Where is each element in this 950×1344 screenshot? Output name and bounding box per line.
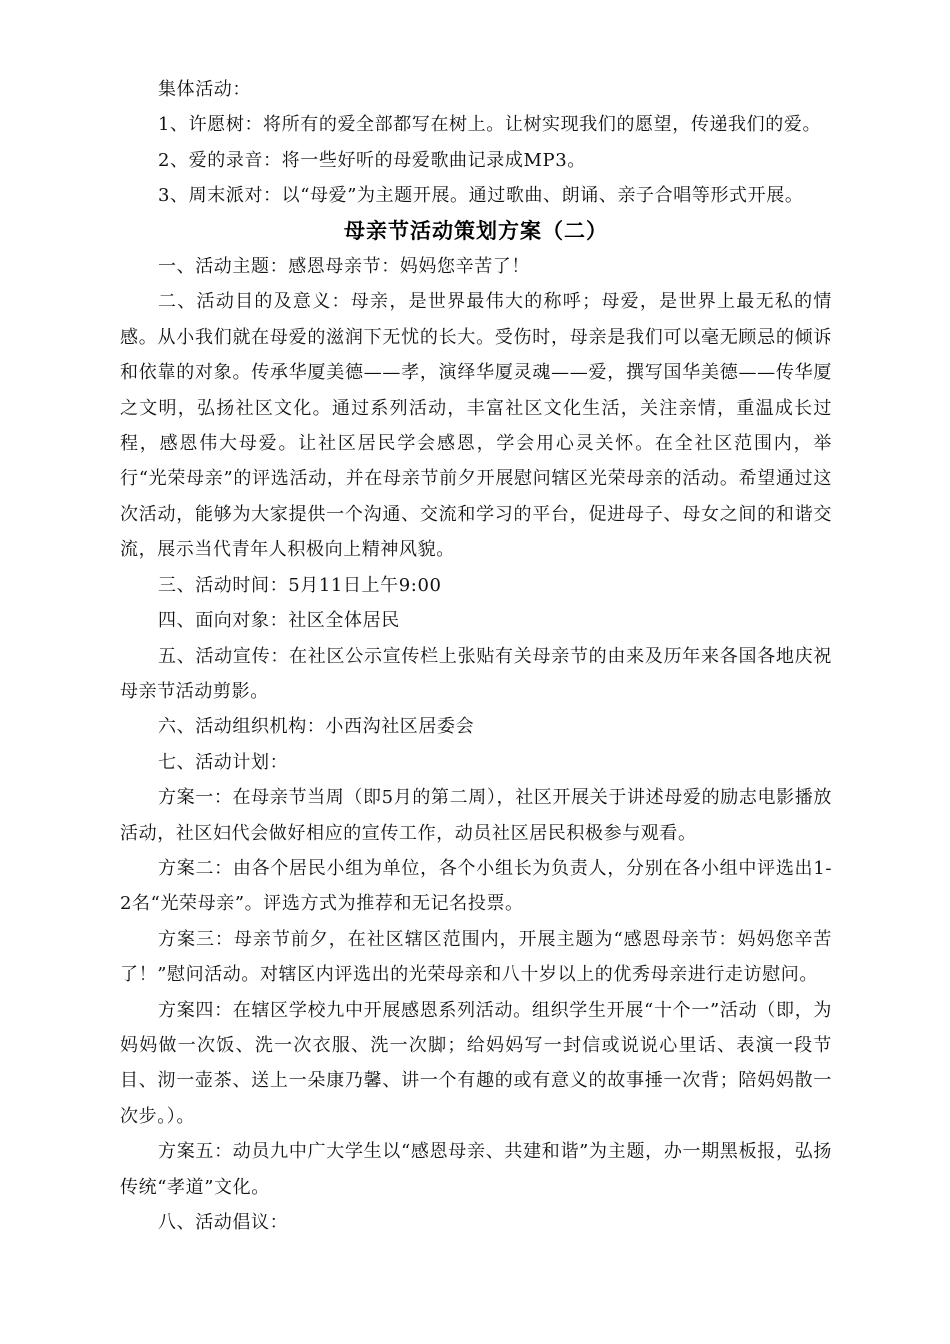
plan-item-1: 方案一：在母亲节当周（即5月的第二周），社区开展关于讲述母爱的励志电影播放活动，社区妇代会做好相应的宣传工作，动员社区居民积极参与观看。	[120, 787, 832, 844]
collective-item-party: 3、周末派对：以“母爱”为主题开展。通过歌曲、朗诵、亲子合唱等形式开展。	[158, 185, 804, 207]
section-publicity: 五、活动宣传：在社区公示宣传栏上张贴有关母亲节的由来及历年来各国各地庆祝母亲节活动剪影。	[120, 645, 832, 702]
section-theme: 一、活动主题：感恩母亲节：妈妈您辛苦了！	[158, 256, 530, 278]
collective-heading: 集体活动：	[158, 79, 251, 100]
section-audience: 四、面向对象：社区全体居民	[158, 610, 400, 632]
section-time: 三、活动时间：5月11日上午9:00	[158, 574, 442, 596]
section-organizer: 六、活动组织机构：小西沟社区居委会	[158, 716, 475, 738]
section-purpose: 二、活动目的及意义：母亲，是世界最伟大的称呼；母爱，是世界上最无私的情感。从小我们就在母爱的滋润下无忧的长大。受伤时，母亲是我们可以毫无顾忌的倾诉和依靠的对象。传承华厦美德——孝，演绎华厦灵魂——爱，撰写国华美德——传华厦之文明，弘扬社区文化。通过系列活动，丰富社区文化生活，关注亲情，重温成长过程，感恩伟大母爱。让社区居民学会感恩，学会用心灵关怀。在全社区范围内，举行“光荣母亲”的评选活动，并在母亲节前夕开展慰问辖区光荣母亲的活动。希望通过这次活动，能够为大家提供一个沟通、交流和学习的平台，促进母子、母女之间的和谐交流，展示当代青年人积极向上精神风貌。	[120, 291, 832, 561]
plan-item-2: 方案二：由各个居民小组为单位，各个小组长为负责人，分别在各小组中评选出1-2名“光荣母亲”。评选方式为推荐和无记名投票。	[120, 857, 832, 915]
plan-item-5: 方案五：动员九中广大学生以“感恩母亲、共建和谐”为主题，办一期黑板报，弘扬传统“孝道”文化。	[120, 1141, 832, 1198]
document-page	[120, 72, 832, 1240]
section-plan-heading: 七、活动计划：	[158, 751, 289, 773]
collective-item-recording: 2、爱的录音：将一些好听的母爱歌曲记录成MP3。	[158, 149, 586, 171]
plan-item-3: 方案三：母亲节前夕，在社区辖区范围内，开展主题为“感恩母亲节：妈妈您辛苦了！”慰问活动。对辖区内评选出的光荣母亲和八十岁以上的优秀母亲进行走访慰问。	[120, 928, 832, 986]
document-title: 母亲节活动策划方案（二）	[344, 218, 608, 243]
plan-item-4: 方案四：在辖区学校九中开展感恩系列活动。组织学生开展“十个一”活动（即，为妈妈做一次饭、洗一次衣服、洗一次脚；给妈妈写一封信或说说心里话、表演一段节目、沏一壶茶、送上一朵康乃馨、讲一个有趣的或有意义的故事捶一次背；陪妈妈散一次步。）。	[120, 999, 832, 1127]
section-proposal-heading: 八、活动倡议：	[158, 1212, 289, 1233]
collective-item-wish-tree: 1、许愿树：将所有的爱全部都写在树上。让树实现我们的愿望，传递我们的爱。	[158, 114, 822, 136]
